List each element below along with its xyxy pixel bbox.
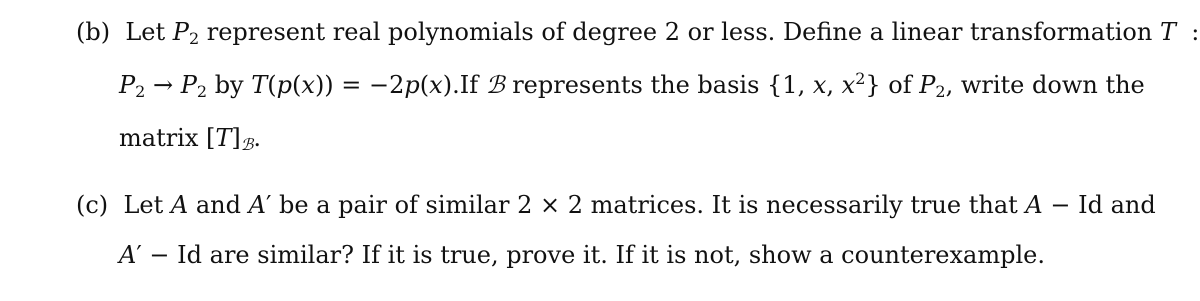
problem-b-line-2-text: $P_2 \to P_2$ by T(p(x)) = −2p(x).If ℬ represents the basis {1, x, $x^2$} of $P_2$, write down the [119,69,1145,101]
problem-c-label: (c) [76,191,109,219]
problem-b-line-1 [76,17,1199,47]
problem-c-line-1-text: Let A and A′ be a pair of similar 2 × 2 matrices. It is necessarily true that A − Id and [115,191,1156,219]
problem-c-line-1 [76,190,1156,220]
problem-b-line-3-text: matrix $[T]_ℬ$. [119,124,261,154]
problem-b-line-1-text: Let $P_2$ represent real polynomials of degree 2 or less. Define a linear transformation T : [117,18,1200,48]
problem-c-line-2-text: A′ − Id are similar? If it is true, prove it. If it is not, show a counterexample. [119,241,1045,269]
problem-b-label: (b) [76,18,111,46]
problem-b-line-3 [119,123,261,153]
problem-c-line-2 [119,240,1045,270]
problem-b-line-2 [119,70,1145,100]
